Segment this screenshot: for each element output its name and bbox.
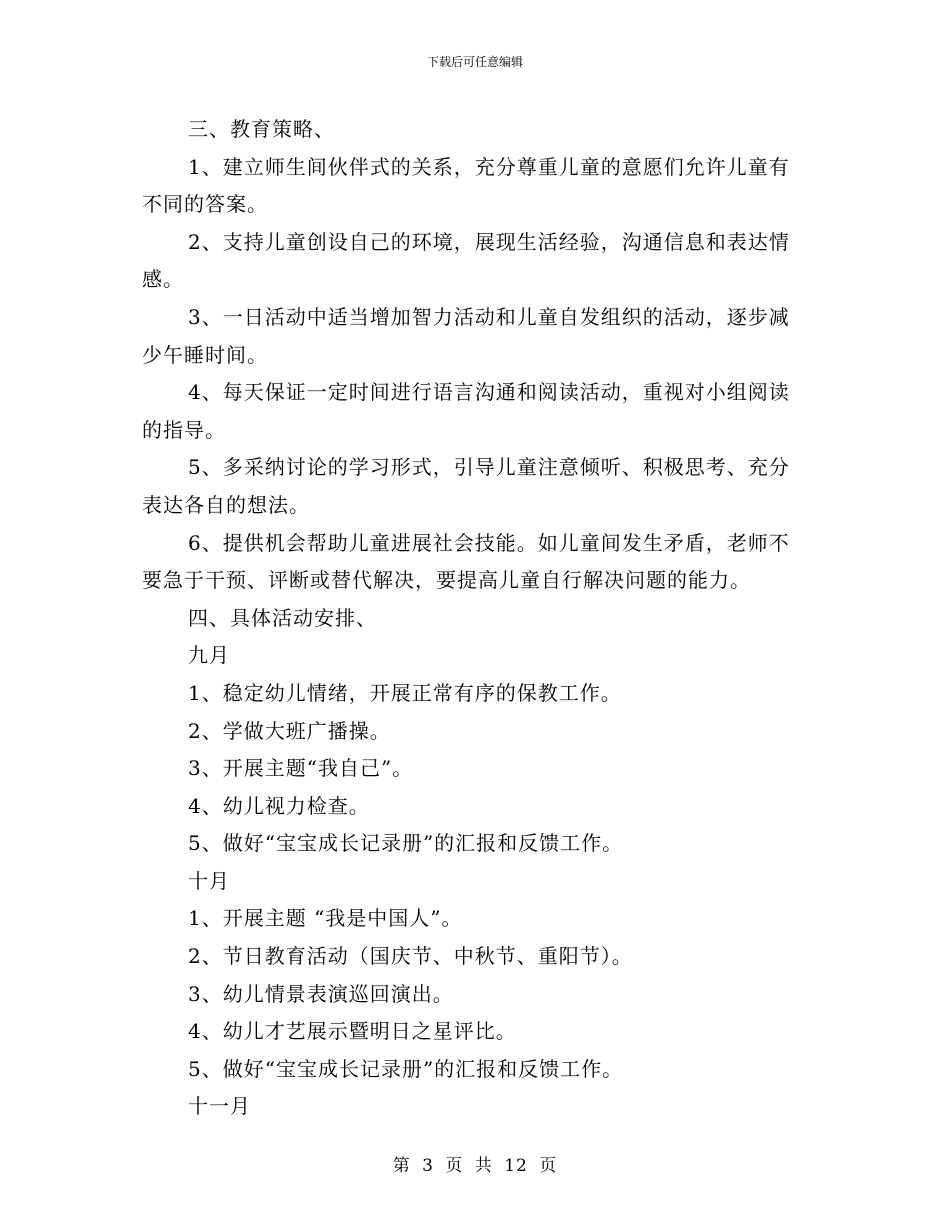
paragraph-line: 2、支持儿童创设自己的环境，展现生活经验，沟通信息和表达情 <box>188 229 790 254</box>
paragraph-line: 表达各自的想法。 <box>142 492 310 517</box>
list-item: 5、做好“宝宝成长记录册”的汇报和反馈工作。 <box>188 831 624 856</box>
month-heading-november: 十一月 <box>188 1094 251 1119</box>
paragraph-line: 要急于干预、评断或替代解决，要提高儿童自行解决问题的能力。 <box>142 568 751 593</box>
document-body <box>142 111 808 1126</box>
list-item: 1、稳定幼儿情绪，开展正常有序的保教工作。 <box>188 680 622 705</box>
paragraph-line: 少午睡时间。 <box>142 342 268 367</box>
list-item: 4、幼儿视力检查。 <box>188 793 370 818</box>
paragraph-line: 的指导。 <box>142 417 226 442</box>
list-item: 3、幼儿情景表演巡回演出。 <box>188 981 454 1006</box>
page-header: 下载后可任意编辑 <box>426 55 523 69</box>
section-heading-activities: 四、具体活动安排、 <box>188 605 377 630</box>
paragraph-line: 3、一日活动中适当增加智力活动和儿童自发组织的活动，逐步减 <box>188 304 790 329</box>
list-item: 5、做好“宝宝成长记录册”的汇报和反馈工作。 <box>188 1056 624 1081</box>
list-item: 4、幼儿才艺展示暨明日之星评比。 <box>188 1019 517 1044</box>
paragraph-line: 4、每天保证一定时间进行语言沟通和阅读活动，重视对小组阅读 <box>188 380 790 405</box>
list-item: 2、节日教育活动（国庆节、中秋节、重阳节）。 <box>188 944 633 969</box>
section-heading-strategies: 三、教育策略、 <box>188 117 335 141</box>
paragraph-line: 6、提供机会帮助儿童进展社会技能。如儿童间发生矛盾，老师不 <box>188 530 790 555</box>
month-heading-september: 九月 <box>188 643 230 668</box>
paragraph-line: 1、建立师生间伙伴式的关系，充分尊重儿童的意愿们允许儿童有 <box>188 154 790 179</box>
paragraph-line: 感。 <box>142 267 184 292</box>
list-item: 2、学做大班广播操。 <box>188 718 391 743</box>
paragraph-line: 不同的答案。 <box>142 192 268 217</box>
month-heading-october: 十月 <box>188 868 230 893</box>
list-item: 3、开展主题“我自己”。 <box>188 756 414 781</box>
page-number-footer: 第 3 页 共 12 页 <box>392 1156 558 1176</box>
paragraph-line: 5、多采纳讨论的学习形式，引导儿童注意倾听、积极思考、充分 <box>188 455 790 480</box>
list-item: 1、开展主题 “我是中国人”。 <box>188 906 463 931</box>
